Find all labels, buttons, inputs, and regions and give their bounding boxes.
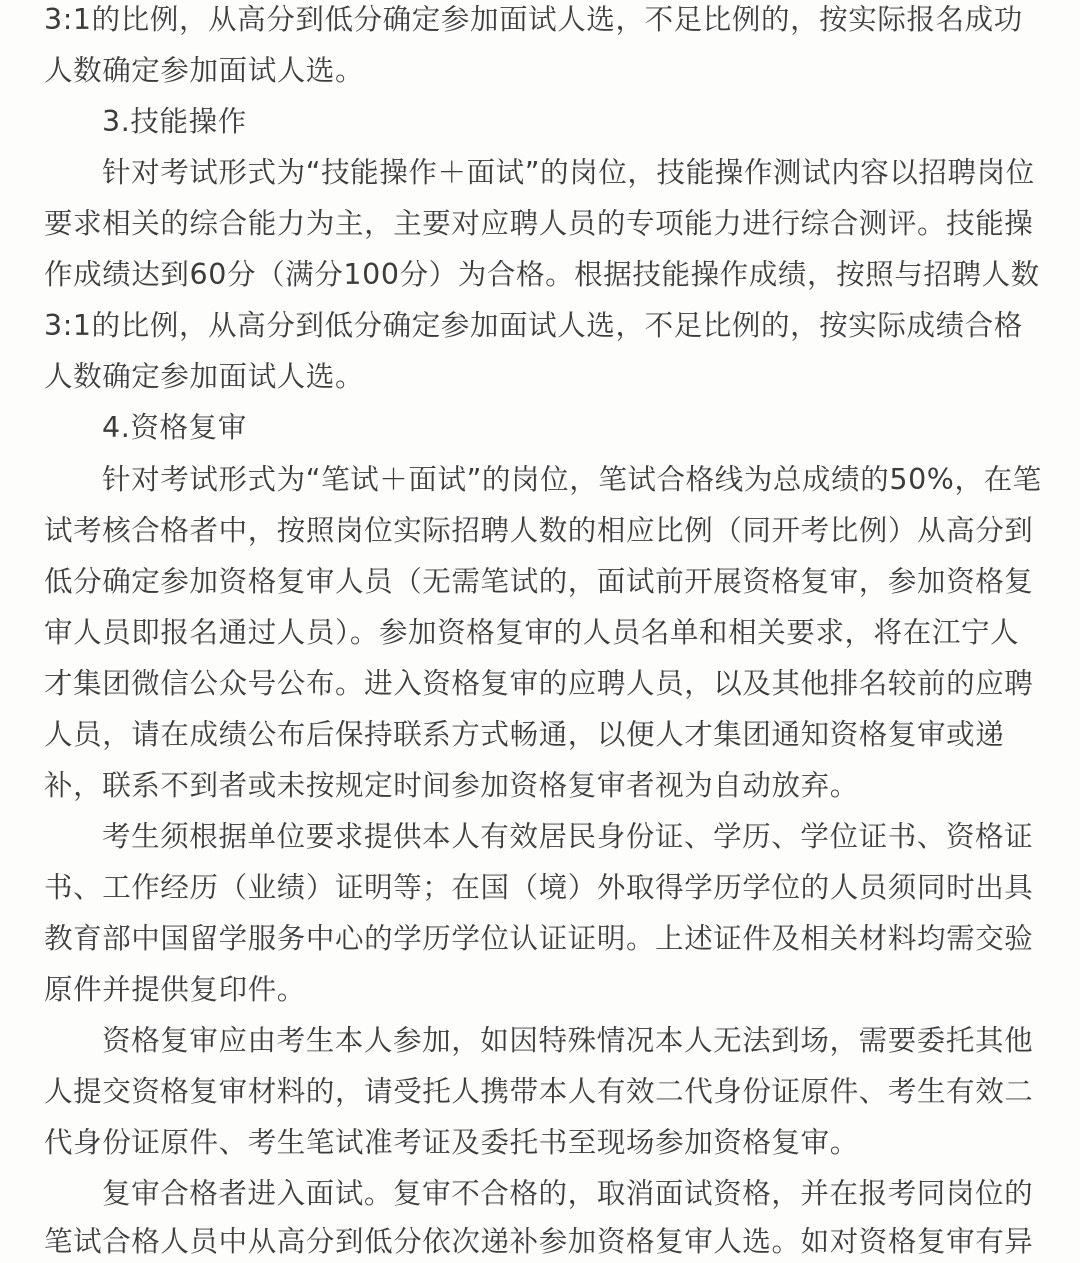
text-line: 补，联系不到者或未按规定时间参加资格复审者视为自动放弃。: [44, 769, 859, 802]
text-line: 才集团微信公众号公布。进入资格复审的应聘人员，以及其他排名较前的应聘: [44, 667, 1034, 700]
text-line: 教育部中国留学服务中心的学历学位认证证明。上述证件及相关材料均需交验: [44, 922, 1034, 955]
text-line: 低分确定参加资格复审人员（无需笔试的，面试前开展资格复审，参加资格复: [44, 565, 1034, 598]
section-heading: 4.资格复审: [102, 411, 247, 444]
text-line: 作成绩达到60分（满分100分）为合格。根据技能操作成绩，按照与招聘人数: [44, 258, 1040, 291]
text-line: 人员，请在成绩公布后保持联系方式畅通，以便人才集团通知资格复审或递: [44, 718, 1005, 751]
text-line: 人数确定参加面试人选。: [44, 54, 365, 87]
text-line: 资格复审应由考生本人参加，如因特殊情况本人无法到场，需要委托其他: [102, 1024, 1034, 1057]
text-line: 针对考试形式为“技能操作＋面试”的岗位，技能操作测试内容以招聘岗位: [102, 156, 1035, 189]
section-heading: 3.技能操作: [102, 105, 247, 138]
text-line: 3:1的比例，从高分到低分确定参加面试人选，不足比例的，按实际报名成功: [44, 3, 1023, 36]
text-line: 考生须根据单位要求提供本人有效居民身份证、学历、学位证书、资格证: [102, 820, 1034, 853]
text-line: 复审合格者进入面试。复审不合格的，取消面试资格，并在报考同岗位的: [102, 1177, 1034, 1210]
text-line: 书、工作经历（业绩）证明等；在国（境）外取得学历学位的人员须同时出具: [44, 871, 1034, 904]
text-line: 要求相关的综合能力为主，主要对应聘人员的专项能力进行综合测评。技能操: [44, 207, 1034, 240]
text-line: 针对考试形式为“笔试＋面试”的岗位，笔试合格线为总成绩的50%，在笔: [102, 463, 1042, 496]
text-line: 3:1的比例，从高分到低分确定参加面试人选，不足比例的，按实际成绩合格: [44, 309, 1023, 342]
text-line: 审人员即报名通过人员）。参加资格复审的人员名单和相关要求，将在江宁人: [44, 616, 1020, 649]
text-line: 人数确定参加面试人选。: [44, 360, 365, 393]
text-line: 代身份证原件、考生笔试准考证及委托书至现场参加资格复审。: [44, 1126, 859, 1159]
text-line: 试考核合格者中，按照岗位实际招聘人数的相应比例（同开考比例）从高分到: [44, 514, 1034, 547]
text-line: 笔试合格人员中从高分到低分依次递补参加资格复审人选。如对资格复审有异: [44, 1225, 1034, 1258]
text-line: 原件并提供复印件。: [44, 973, 306, 1006]
text-line: 人提交资格复审材料的，请受托人携带本人有效二代身份证原件、考生有效二: [44, 1075, 1034, 1108]
